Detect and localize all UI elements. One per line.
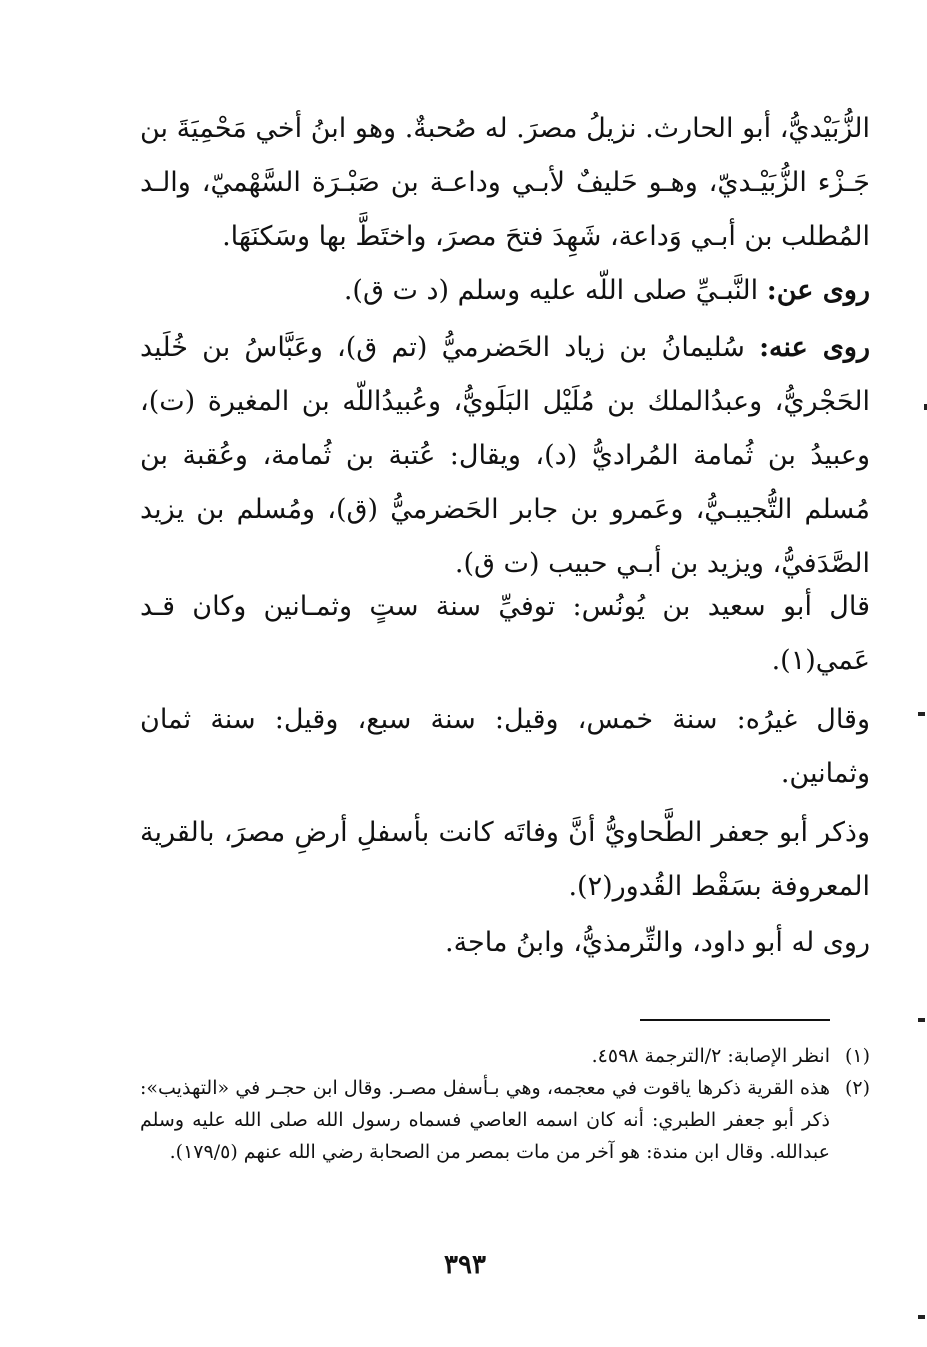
footnote-1	[140, 1040, 870, 1072]
page-number: ٣٩٣	[444, 1250, 486, 1280]
alternate-death-paragraph: وقال غيرُه: سنة خمس، وقيل: سنة سبع، وقيل: سنة ثمان وثمانين.	[140, 704, 870, 789]
footnote-2	[140, 1072, 870, 1168]
scan-mark	[918, 712, 925, 716]
footnote-text: انظر الإصابة: ٢/الترجمة ٤٥٩٨.	[591, 1045, 830, 1067]
footnote-number: (٢)	[844, 1077, 870, 1099]
footnote-divider	[640, 1019, 830, 1021]
scan-mark	[918, 1018, 925, 1022]
narrated-from-paragraph	[140, 264, 918, 318]
death-date-paragraph: قال أبو سعيد بن يُونُس: توفيِّ سنة ستٍ وثمـانين وكان قـد عَمي(١).	[140, 591, 870, 676]
narrators-label: روى عنه:	[759, 332, 870, 363]
narrated-from-label: روى عن:	[766, 275, 870, 306]
footnote-text: هذه القرية ذكرها ياقوت في معجمه، وهي بـأسفل مصـر. وقال ابن حجـر في «التهذيب»: ذكر أبو جعفر الطبري: أنه كان اسمه العاصي فسماه رسول الله صلى الله عليه وسلم عبدالله. وقال ابن مندة: هو آخر من مات بمصر من الصحابة رضي الله عنهم (١٧٩/٥).	[140, 1077, 830, 1163]
footnote-number: (١)	[844, 1045, 870, 1067]
death-place-paragraph: وذكر أبو جعفر الطَّحاويُّ أنَّ وفاتَه كانت بأسفلِ أرضِ مصرَ، بالقرية المعروفة بسَقْط القُدور(٢).	[140, 817, 870, 902]
narrators-text: سُليمانُ بن زياد الحَضرميُّ (تم ق)، وعَبَّاسُ بن خُلَيد الحَجْريُّ، وعبدُالملك بن مُلَيْل البَلَويُّ، وعُبيدُاللّه بن المغيرة (ت)، وعبيدُ بن ثُمامة المُراديُّ (د)، ويقال: عُتبة بن ثُمامة، وعُقبة بن مُسلم التُّجيبـيُّ، وعَمرو بن جابر الحَضرميُّ (ق)، ومُسلم بن يزيد الصَّدَفيُّ، ويزيد بن أبـي حبيب (ت ق).	[140, 332, 870, 579]
transmitters-paragraph: روى له أبو داود، والتِّرمذيُّ، وابنُ ماجة.	[444, 927, 870, 958]
footnotes	[140, 1040, 870, 1168]
narrators-paragraph	[140, 321, 918, 591]
narrated-from-text: النَّبـيِّ صلى اللّه عليه وسلم (د ت ق).	[343, 275, 759, 306]
scan-mark	[918, 1315, 925, 1319]
biography-paragraph: الزُّبَيْديُّ، أبو الحارث. نزيلُ مصرَ. له صُحبةٌ. وهو ابنُ أخي مَحْمِيَةَ بن جَـزْء الزُّبَيْـديّ، وهـو حَليفٌ لأبـي وداعـة بن صَبْـرَة السَّهْميّ، والـد المُطلب بن أبـي وَداعة، شَهِدَ فتحَ مصرَ، واختَطَّ بها وسَكنَهَا.	[140, 113, 870, 252]
